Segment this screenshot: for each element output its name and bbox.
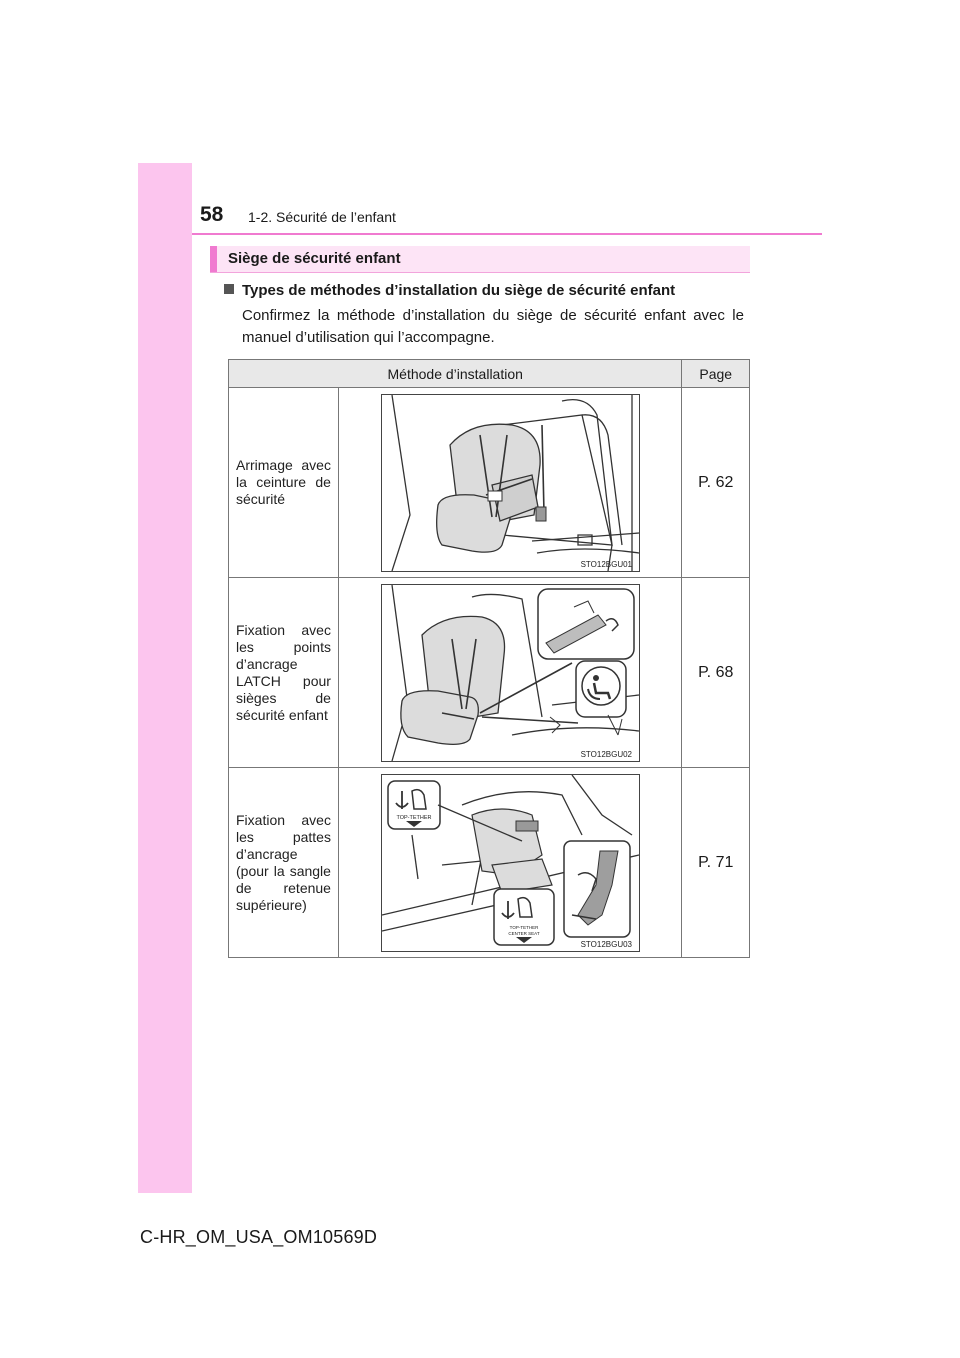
latch-installation-illustration <box>381 584 640 762</box>
top-tether-badge-label: TOP-TETHER <box>396 814 432 821</box>
method-illustration-cell <box>338 388 681 578</box>
method-label: Arrimage avec la ceinture de sécurité <box>229 388 339 578</box>
method-label: Fixation avec les points d’ancrage LATCH pour sièges de sécurité enfant <box>229 578 339 768</box>
table-header-row <box>229 360 750 388</box>
header-page: Page <box>682 360 750 388</box>
header-section-title: 1-2. Sécurité de l’enfant <box>248 209 396 225</box>
illustration-code: STO12BGU01 <box>580 559 632 569</box>
page-reference: P. 62 <box>682 388 750 578</box>
bullet-square-icon <box>224 284 234 294</box>
table-row <box>229 768 750 958</box>
table-row <box>229 388 750 578</box>
method-label: Fixation avec les pattes d’ancrage (pour la sangle de retenue supérieure) <box>229 768 339 958</box>
illustration-code: STO12BGU03 <box>580 939 632 949</box>
illustration-code: STO12BGU02 <box>580 749 632 759</box>
footer-document-code: C-HR_OM_USA_OM10569D <box>140 1227 378 1247</box>
page-number: 58 <box>200 203 224 226</box>
section-title-box <box>210 246 750 273</box>
bullet-heading-text: Types de méthodes d’installation du siège de sécurité enfant <box>242 282 676 299</box>
method-illustration-cell <box>338 768 681 958</box>
seatbelt-installation-illustration <box>381 394 640 572</box>
center-badge-label-2: CENTER SEAT <box>508 930 540 936</box>
side-tab-bar <box>138 163 192 1193</box>
intro-paragraph: Confirmez la méthode d’installation du siège de sécurité enfant avec le manuel d’utilisation qui l’accompagne. <box>242 307 744 346</box>
center-badge-label-1: TOP-TETHER <box>509 924 539 930</box>
section-accent <box>210 246 217 272</box>
method-illustration-cell <box>338 578 681 768</box>
header-rule <box>192 233 822 235</box>
bullet-heading <box>224 282 675 299</box>
section-title: Siège de sécurité enfant <box>228 250 401 267</box>
header-method: Méthode d’installation <box>229 360 682 388</box>
table-row <box>229 578 750 768</box>
page-reference: P. 68 <box>682 578 750 768</box>
page-reference: P. 71 <box>682 768 750 958</box>
top-tether-installation-illustration <box>381 774 640 952</box>
installation-methods-table <box>228 359 750 958</box>
